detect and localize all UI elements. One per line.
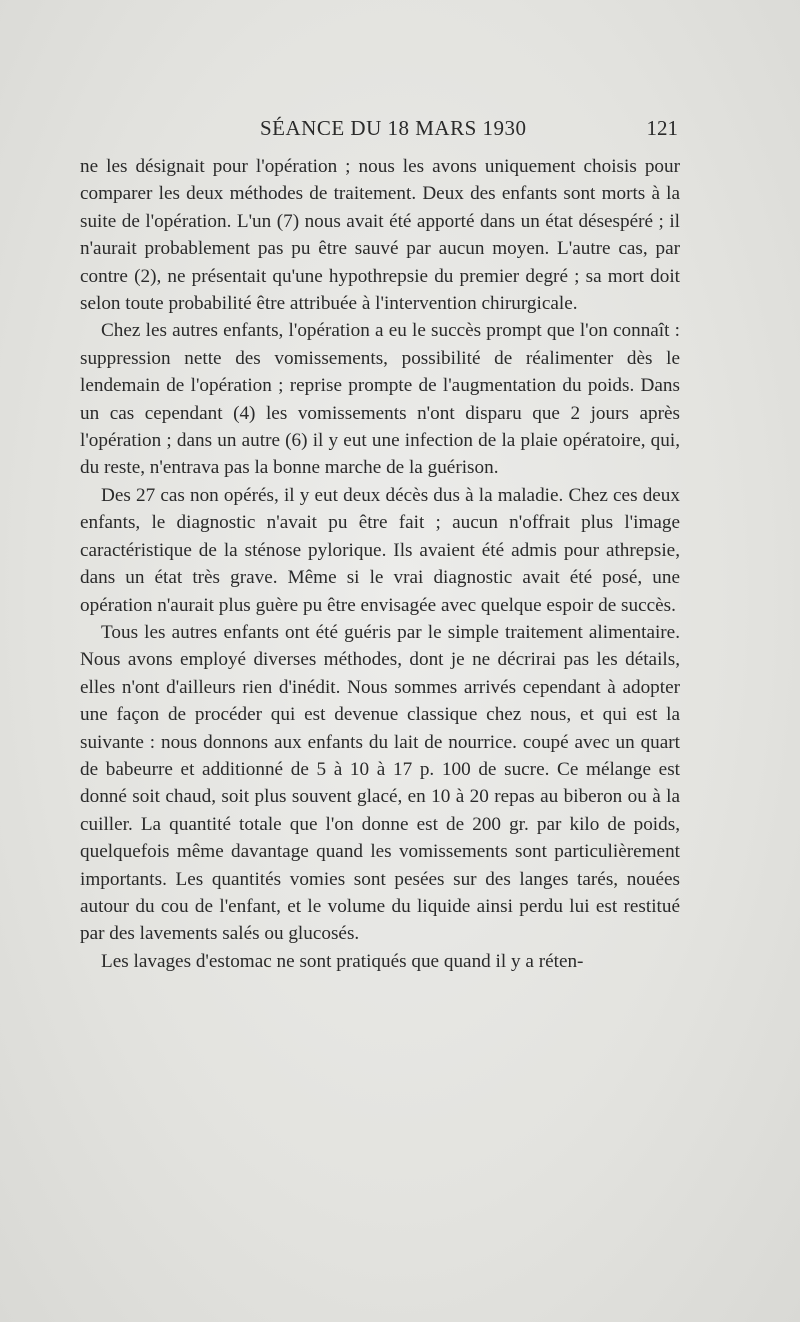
paragraph-3: Des 27 cas non opérés, il y eut deux décès dus à la maladie. Chez ces deux enfants, le diagnostic n'avait pu être fait ; aucun n'offrait plus l'image caractéristique de la sténose pylorique. Ils avaient été admis pour athrepsie, dans un état très grave. Même si le vrai diagnostic avait été posé, une opération n'aurait plus guère pu être envisagée avec quelque espoir de succès. [80, 484, 680, 616]
page-header [80, 116, 680, 146]
running-title: SÉANCE DU 18 MARS 1930 [260, 116, 527, 140]
paragraph-5: Les lavages d'estomac ne sont pratiqués que quand il y a réten- [101, 950, 584, 972]
paragraph-2: Chez les autres enfants, l'opération a eu le succès prompt que l'on connaît : suppression nette des vomissements, possibilité de réalimenter dès le lendemain de l'opération ; reprise prompte de l'augmentation du poids. Dans un cas cependant (4) les vomissements n'ont disparu que 2 jours après l'opération ; dans un autre (6) il y eut une infection de la plaie opératoire, qui, du reste, n'entrava pas la bonne marche de la guérison. [80, 320, 680, 479]
page-number: 121 [646, 116, 678, 140]
body-text [80, 153, 680, 975]
paragraph-4: Tous les autres enfants ont été guéris par le simple traitement alimentaire. Nous avons employé diverses méthodes, dont je ne décrirai pas les détails, elles n'ont d'ailleurs rien d'inédit. Nous sommes arrivés cependant à adopter une façon de procéder qui est devenue classique chez nous, et qui est la suivante : nous donnons aux enfants du lait de nourrice. coupé avec un quart de babeurre et additionné de 5 à 10 à 17 p. 100 de sucre. Ce mélange est donné soit chaud, soit plus souvent glacé, en 10 à 20 repas au biberon ou à la cuiller. La quantité totale que l'on donne est de 200 gr. par kilo de poids, quelquefois même davantage quand les vomissements sont particulièrement importants. Les quantités vomies sont pesées sur des langes tarés, nouées autour du cou de l'enfant, et le volume du liquide ainsi perdu lui est restitué par des lavements salés ou glucosés. [80, 621, 680, 945]
paragraph-1: ne les désignait pour l'opération ; nous les avons uniquement choisis pour comparer les deux méthodes de traitement. Deux des enfants sont morts à la suite de l'opération. L'un (7) nous avait été apporté dans un état désespéré ; il n'aurait probablement pas pu être sauvé par aucun moyen. L'autre cas, par contre (2), ne présentait qu'une hypothrepsie du premier degré ; sa mort doit selon toute probabilité être attribuée à l'intervention chirurgicale. [80, 156, 680, 315]
